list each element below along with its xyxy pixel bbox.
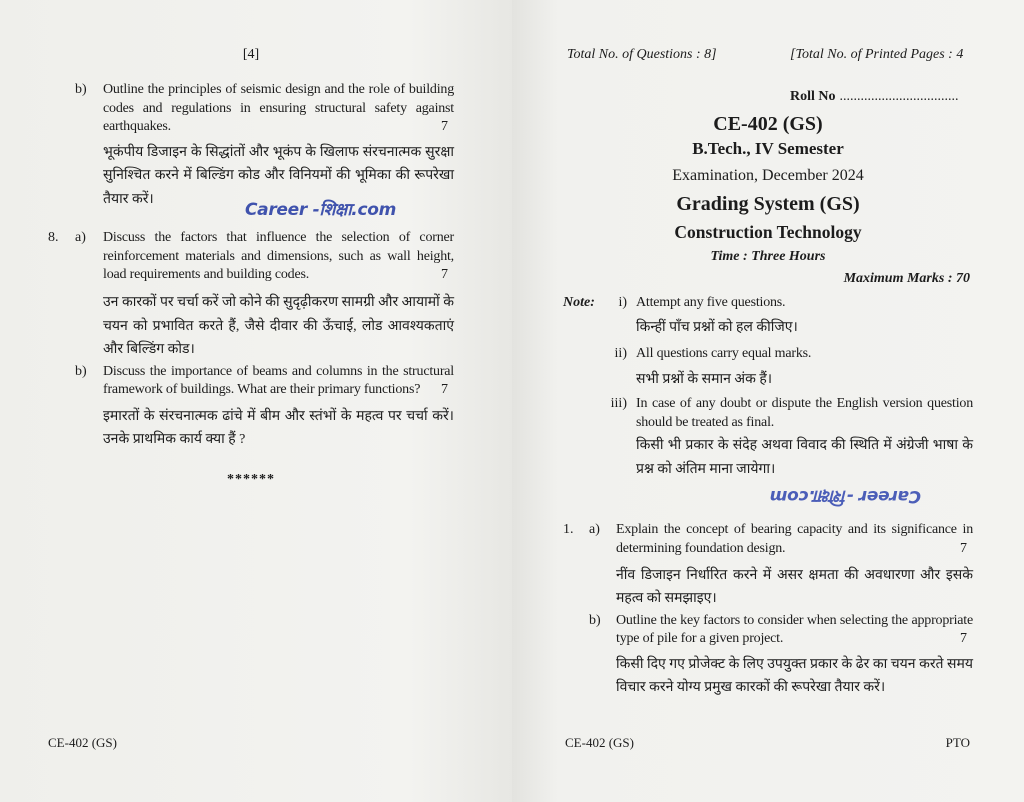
question-english xyxy=(103,229,454,285)
question-content xyxy=(103,363,454,452)
footer-paper-code: CE-402 (GS) xyxy=(565,735,634,750)
question-number: 8. xyxy=(48,230,59,246)
question-hindi: उन कारकों पर चर्चा करें जो कोने की सुदृढ़ीकरण सामग्री और आयामों के चयन को प्रभावित करते हैं, जैसे दीवार की ऊँचाई, लोड आवश्यकताएं और बिल्डिंग कोड। xyxy=(103,295,454,358)
instruction-number: iii) xyxy=(610,396,627,412)
total-pages: [Total No. of Printed Pages : 4 xyxy=(790,47,964,62)
instruction-hindi: किसी भी प्रकार के संदेह अथवा विवाद की स्थिति में अंग्रेजी भाषा के प्रश्न को अंतिम माना जायेगा। xyxy=(636,438,973,477)
question-block xyxy=(48,229,454,361)
instruction-item xyxy=(563,395,973,481)
roll-number-label: Roll No xyxy=(790,89,836,104)
watermark-stamp-inverted: Career -शिक्षा.com xyxy=(770,486,922,506)
question-part: a) xyxy=(589,522,600,538)
note-label: Note: xyxy=(563,295,595,310)
instruction-content xyxy=(636,395,973,481)
question-part: a) xyxy=(75,230,86,246)
instruction-hindi: सभी प्रश्नों के समान अंक हैं। xyxy=(636,371,773,387)
question-part: b) xyxy=(589,612,601,628)
grading-system: Grading System (GS) xyxy=(676,193,860,215)
question-english-text: Discuss the factors that influence the selection of corner reinforcement materials and dimensions, such as wall height, load requirements and building codes. xyxy=(103,230,454,283)
question-part: b) xyxy=(75,82,87,97)
question-content xyxy=(616,521,973,610)
subject-title: Construction Technology xyxy=(674,222,862,242)
question-english xyxy=(103,81,454,137)
questions xyxy=(563,521,973,699)
instruction-number: ii) xyxy=(614,346,627,362)
question-english xyxy=(616,521,973,558)
end-of-paper-mark: ****** xyxy=(227,471,275,487)
roll-number-line xyxy=(790,88,959,106)
question-english-text: Discuss the importance of beams and columns in the structural framework of buildings. What are their primary functions? xyxy=(103,363,454,398)
question-block xyxy=(48,363,454,452)
roll-number-blank: .................................. xyxy=(839,89,959,104)
paper-title-block xyxy=(563,112,973,290)
question-english xyxy=(616,612,973,649)
question-content xyxy=(616,612,973,700)
instructions xyxy=(563,294,973,481)
question-block xyxy=(563,521,973,610)
question-marks: 7 xyxy=(960,540,967,556)
question-number xyxy=(48,363,75,452)
right-page xyxy=(512,0,1024,802)
time-allowed: Time : Three Hours xyxy=(710,249,826,264)
question-marks: 7 xyxy=(441,382,448,398)
question-hindi: नींव डिजाइन निर्धारित करने में असर क्षमता की अवधारणा और इसके महत्व को समझाइए। xyxy=(616,567,973,607)
question-marks: 7 xyxy=(441,119,448,135)
instruction-english: All questions carry equal marks. xyxy=(636,346,812,362)
question-hindi: किसी दिए गए प्रोजेक्ट के लिए उपयुक्त प्रकार के ढेर का चयन करते समय विचार करने योग्य प्रमुख कारकों की रूपरेखा तैयार करें। xyxy=(616,656,973,696)
question-number xyxy=(48,81,75,211)
total-questions: Total No. of Questions : 8] xyxy=(567,47,717,62)
footer-paper-code: CE-402 (GS) xyxy=(48,735,117,750)
instruction-english: In case of any doubt or dispute the English version question should be treated as final. xyxy=(636,396,973,430)
instruction-number: i) xyxy=(618,295,627,310)
instruction-hindi: किन्हीं पाँच प्रश्नों को हल कीजिए। xyxy=(636,319,798,335)
question-marks: 7 xyxy=(441,267,448,283)
course-title: B.Tech., IV Semester xyxy=(692,139,844,158)
question-english xyxy=(103,363,454,400)
footer-pto: PTO xyxy=(945,735,970,750)
page-number: [4] xyxy=(242,47,260,62)
instruction-content xyxy=(636,294,973,339)
instruction-item xyxy=(563,345,973,391)
note-label-spacer xyxy=(563,395,603,481)
question-english-text: Explain the concept of bearing capacity and its significance in determining foundation design. xyxy=(616,522,973,556)
left-page-content xyxy=(48,45,454,490)
question-english-text: Outline the key factors to consider when selecting the appropriate type of pile for a given project. xyxy=(616,612,973,647)
question-number: 1. xyxy=(563,522,574,538)
question-content xyxy=(103,229,454,361)
watermark-stamp: Career -शिक्षा.com xyxy=(245,200,397,220)
maximum-marks: Maximum Marks : 70 xyxy=(843,271,970,286)
question-marks: 7 xyxy=(960,631,967,647)
question-hindi: भूकंपीय डिजाइन के सिद्धांतों और भूकंप के खिलाफ संरचनात्मक सुरक्षा सुनिश्चित करने में बिल्डिंग कोड और विनियमों की भूमिका की रूपरेखा तैयार करें। xyxy=(103,144,454,207)
question-english-text: Outline the principles of seismic design and the role of building codes and regulations in ensuring structural safety against earthquakes. xyxy=(103,82,454,135)
question-hindi: इमारतों के संरचनात्मक ढांचे में बीम और स्तंभों के महत्व पर चर्चा करें। उनके प्राथमिक कार्य क्या हैं ? xyxy=(103,408,454,448)
question-block xyxy=(48,81,454,211)
question-number xyxy=(563,612,589,700)
question-content xyxy=(103,81,454,211)
exam-session: Examination, December 2024 xyxy=(672,167,864,184)
instruction-content xyxy=(636,345,973,391)
question-part: b) xyxy=(75,363,87,379)
note-label-spacer xyxy=(563,345,603,391)
instruction-english: Attempt any five questions. xyxy=(636,295,786,310)
question-block xyxy=(563,612,973,700)
instruction-item xyxy=(563,294,973,339)
paper-code: CE-402 (GS) xyxy=(713,113,823,135)
